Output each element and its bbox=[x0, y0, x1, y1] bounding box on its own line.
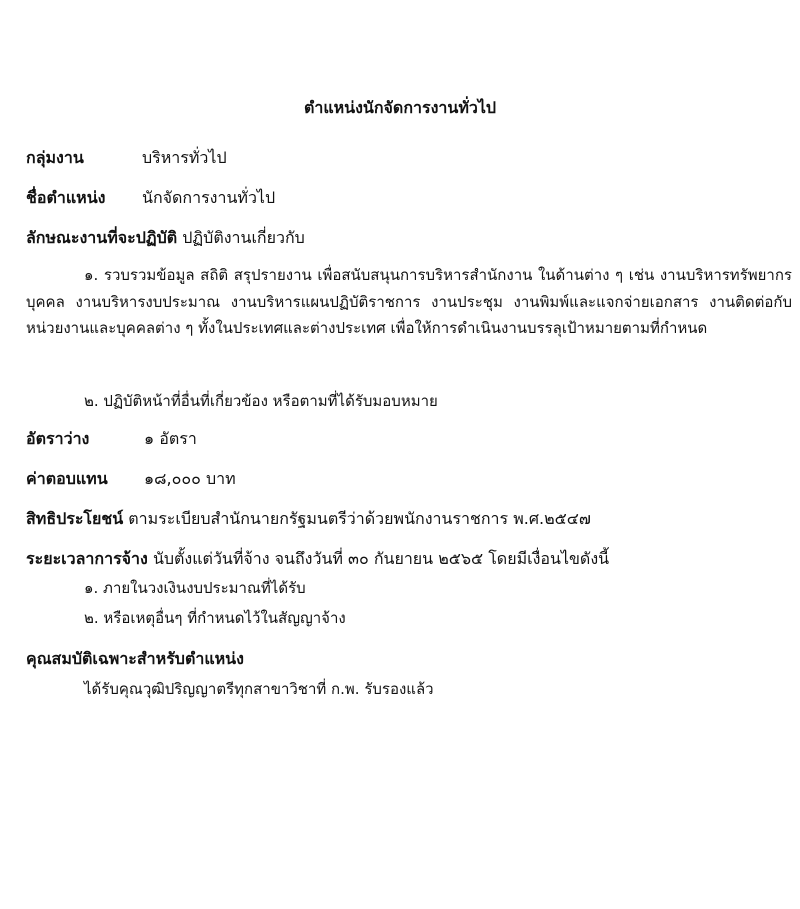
salary-row bbox=[26, 468, 236, 490]
qualifications-value: ได้รับคุณวุฒิปริญญาตรีทุกสาขาวิชาที่ ก.พ. รับรองแล้ว bbox=[84, 680, 434, 698]
duty-item-1 bbox=[26, 262, 792, 342]
position-row bbox=[26, 187, 275, 209]
group-value: บริหารทั่วไป bbox=[142, 148, 227, 167]
employment-condition-1: ๑. ภายในวงเงินงบประมาณที่ได้รับ bbox=[84, 579, 306, 597]
group-label: กลุ่มงาน bbox=[26, 148, 84, 167]
vacancy-value: ๑ อัตรา bbox=[144, 429, 197, 448]
qualifications-row bbox=[26, 648, 244, 670]
salary-label: ค่าตอบแทน bbox=[26, 469, 108, 488]
employment-period-row bbox=[26, 548, 609, 570]
group-row bbox=[26, 147, 227, 169]
benefits-label: สิทธิประโยชน์ bbox=[26, 509, 124, 528]
qualifications-label: คุณสมบัติเฉพาะสำหรับตำแหน่ง bbox=[26, 649, 244, 668]
document-title: ตำแหน่งนักจัดการงานทั่วไป bbox=[303, 98, 497, 117]
benefits-row bbox=[26, 508, 591, 530]
duty-item-2: ๒. ปฏิบัติหน้าที่อื่นที่เกี่ยวข้อง หรือตามที่ได้รับมอบหมาย bbox=[84, 392, 438, 410]
employment-period-label: ระยะเวลาการจ้าง bbox=[26, 549, 148, 568]
position-label: ชื่อตำแหน่ง bbox=[26, 188, 106, 207]
duties-row bbox=[26, 227, 305, 249]
vacancy-row bbox=[26, 428, 197, 450]
duties-label: ลักษณะงานที่จะปฏิบัติ bbox=[26, 228, 178, 247]
vacancy-label: อัตราว่าง bbox=[26, 429, 90, 448]
benefits-value: ตามระเบียบสำนักนายกรัฐมนตรีว่าด้วยพนักงานราชการ พ.ศ.๒๕๔๗ bbox=[128, 509, 591, 528]
employment-condition-2: ๒. หรือเหตุอื่นๆ ที่กำหนดไว้ในสัญญาจ้าง bbox=[84, 609, 346, 627]
employment-period-value: นับตั้งแต่วันที่จ้าง จนถึงวันที่ ๓๐ กันยายน ๒๕๖๕ โดยมีเงื่อนไขดังนี้ bbox=[152, 549, 610, 568]
duties-value: ปฏิบัติงานเกี่ยวกับ bbox=[182, 228, 305, 247]
salary-value: ๑๘,๐๐๐ บาท bbox=[144, 469, 236, 488]
position-value: นักจัดการงานทั่วไป bbox=[142, 188, 276, 207]
duty-item-1-text: ๑. รวบรวมข้อมูล สถิติ สรุปรายงาน เพื่อสนับสนุนการบริหารสำนักงาน ในด้านต่าง ๆ เช่น งานบริหารทรัพยากรบุคคล งานบริหารงบประมาณ งานบริหารแผนปฏิบัติราชการ งานประชุม งานพิมพ์และแจกจ่ายเอกสาร งานติดต่อกับหน่วยงานและบุคคลต่าง ๆ ทั้งในประเทศและต่างประเทศ เพื่อให้การดำเนินงานบรรลุเป้าหมายตามที่กำหนด bbox=[26, 266, 792, 337]
